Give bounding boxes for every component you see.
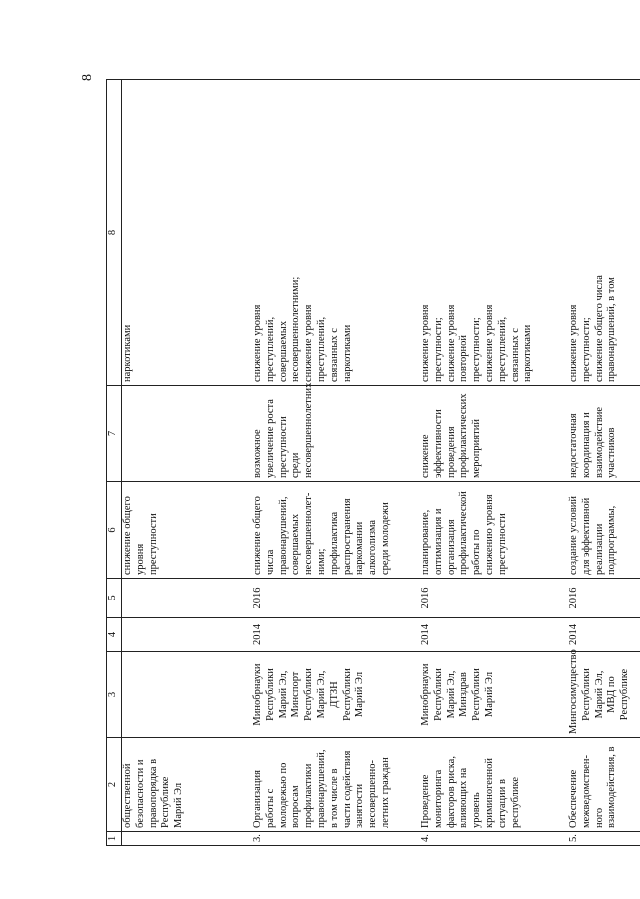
- expected-results: снижение общего числа правонарушений, совершаемых несовершеннолет- ними; профилактика распространения наркомании алкоголизма среди молодежи: [246, 482, 414, 579]
- start-year: 2014: [246, 618, 414, 652]
- start-year: 2014: [414, 618, 562, 652]
- row-number: 5.: [562, 832, 640, 846]
- row-number: [122, 832, 247, 846]
- start-year: 2014: [562, 618, 640, 652]
- related-indicators: наркотиками: [122, 80, 247, 386]
- related-indicators: снижение уровня преступлений, совершаемых несовершеннолетними; снижение уровня преступлений, связанных с наркотиками: [246, 80, 414, 386]
- rotated-page-content: [106, 80, 631, 846]
- end-year: [122, 579, 247, 618]
- table-row: [414, 80, 562, 846]
- end-year: 2016: [562, 579, 640, 618]
- col-header-2: 2: [107, 738, 122, 832]
- executors: Мингосимущество Республики Марий Эл, МВД по Республике: [562, 652, 640, 738]
- expected-results: создание условий для эффективной реализации подпрограммы,: [562, 482, 640, 579]
- non-implementation-consequences: недостаточная координация и взаимодействие участников: [562, 386, 640, 482]
- page-number: 8: [80, 74, 95, 81]
- related-indicators: снижение уровня преступности; снижение уровня повторной преступности; снижение уровня преступлений, связанных с наркотиками: [414, 80, 562, 386]
- measure-name: Организация работы с молодежью по вопросам профилактики правонарушений, в том числе в части содействия занятости несовершенно- летних граждан: [246, 738, 414, 832]
- table-row: [562, 80, 640, 846]
- end-year: 2016: [414, 579, 562, 618]
- non-implementation-consequences: возможное увеличение роста преступности среди несовершеннолетних: [246, 386, 414, 482]
- col-header-6: 6: [107, 482, 122, 579]
- col-header-8: 8: [107, 80, 122, 386]
- row-number: 3.: [246, 832, 414, 846]
- table-row: [122, 80, 247, 846]
- col-header-3: 3: [107, 652, 122, 738]
- non-implementation-consequences: [122, 386, 247, 482]
- column-number-row: [107, 80, 122, 846]
- executors: Минобрнауки Республики Марий Эл, Минздрав Республики Марий Эл: [414, 652, 562, 738]
- col-header-7: 7: [107, 386, 122, 482]
- row-number: 4.: [414, 832, 562, 846]
- program-measures-table: [106, 79, 640, 846]
- related-indicators: снижение уровня преступности; снижение общего числа правонарушений, в том: [562, 80, 640, 386]
- expected-results: планирование, оптимизация и организация профилактической работы по снижению уровня преступности: [414, 482, 562, 579]
- non-implementation-consequences: снижение эффективности проведения профилактических мероприятий: [414, 386, 562, 482]
- executors: [122, 652, 247, 738]
- col-header-4: 4: [107, 618, 122, 652]
- measure-name: общественной безопасности и правопорядка в Республике Марий Эл: [122, 738, 247, 832]
- col-header-5: 5: [107, 579, 122, 618]
- measure-name: Обеспечение межведомствен- ного взаимодействия, в: [562, 738, 640, 832]
- start-year: [122, 618, 247, 652]
- expected-results: снижение общего уровня преступности: [122, 482, 247, 579]
- col-header-1: 1: [107, 832, 122, 846]
- measure-name: Проведение мониторинга факторов риска, влияющих на уровень криминогенной ситуации в республике: [414, 738, 562, 832]
- table-row: [246, 80, 414, 846]
- executors: Минобрнауки Республики Марий Эл, Минспорт Республики Марий Эл, ДТЗН Республики Марий Эл: [246, 652, 414, 738]
- end-year: 2016: [246, 579, 414, 618]
